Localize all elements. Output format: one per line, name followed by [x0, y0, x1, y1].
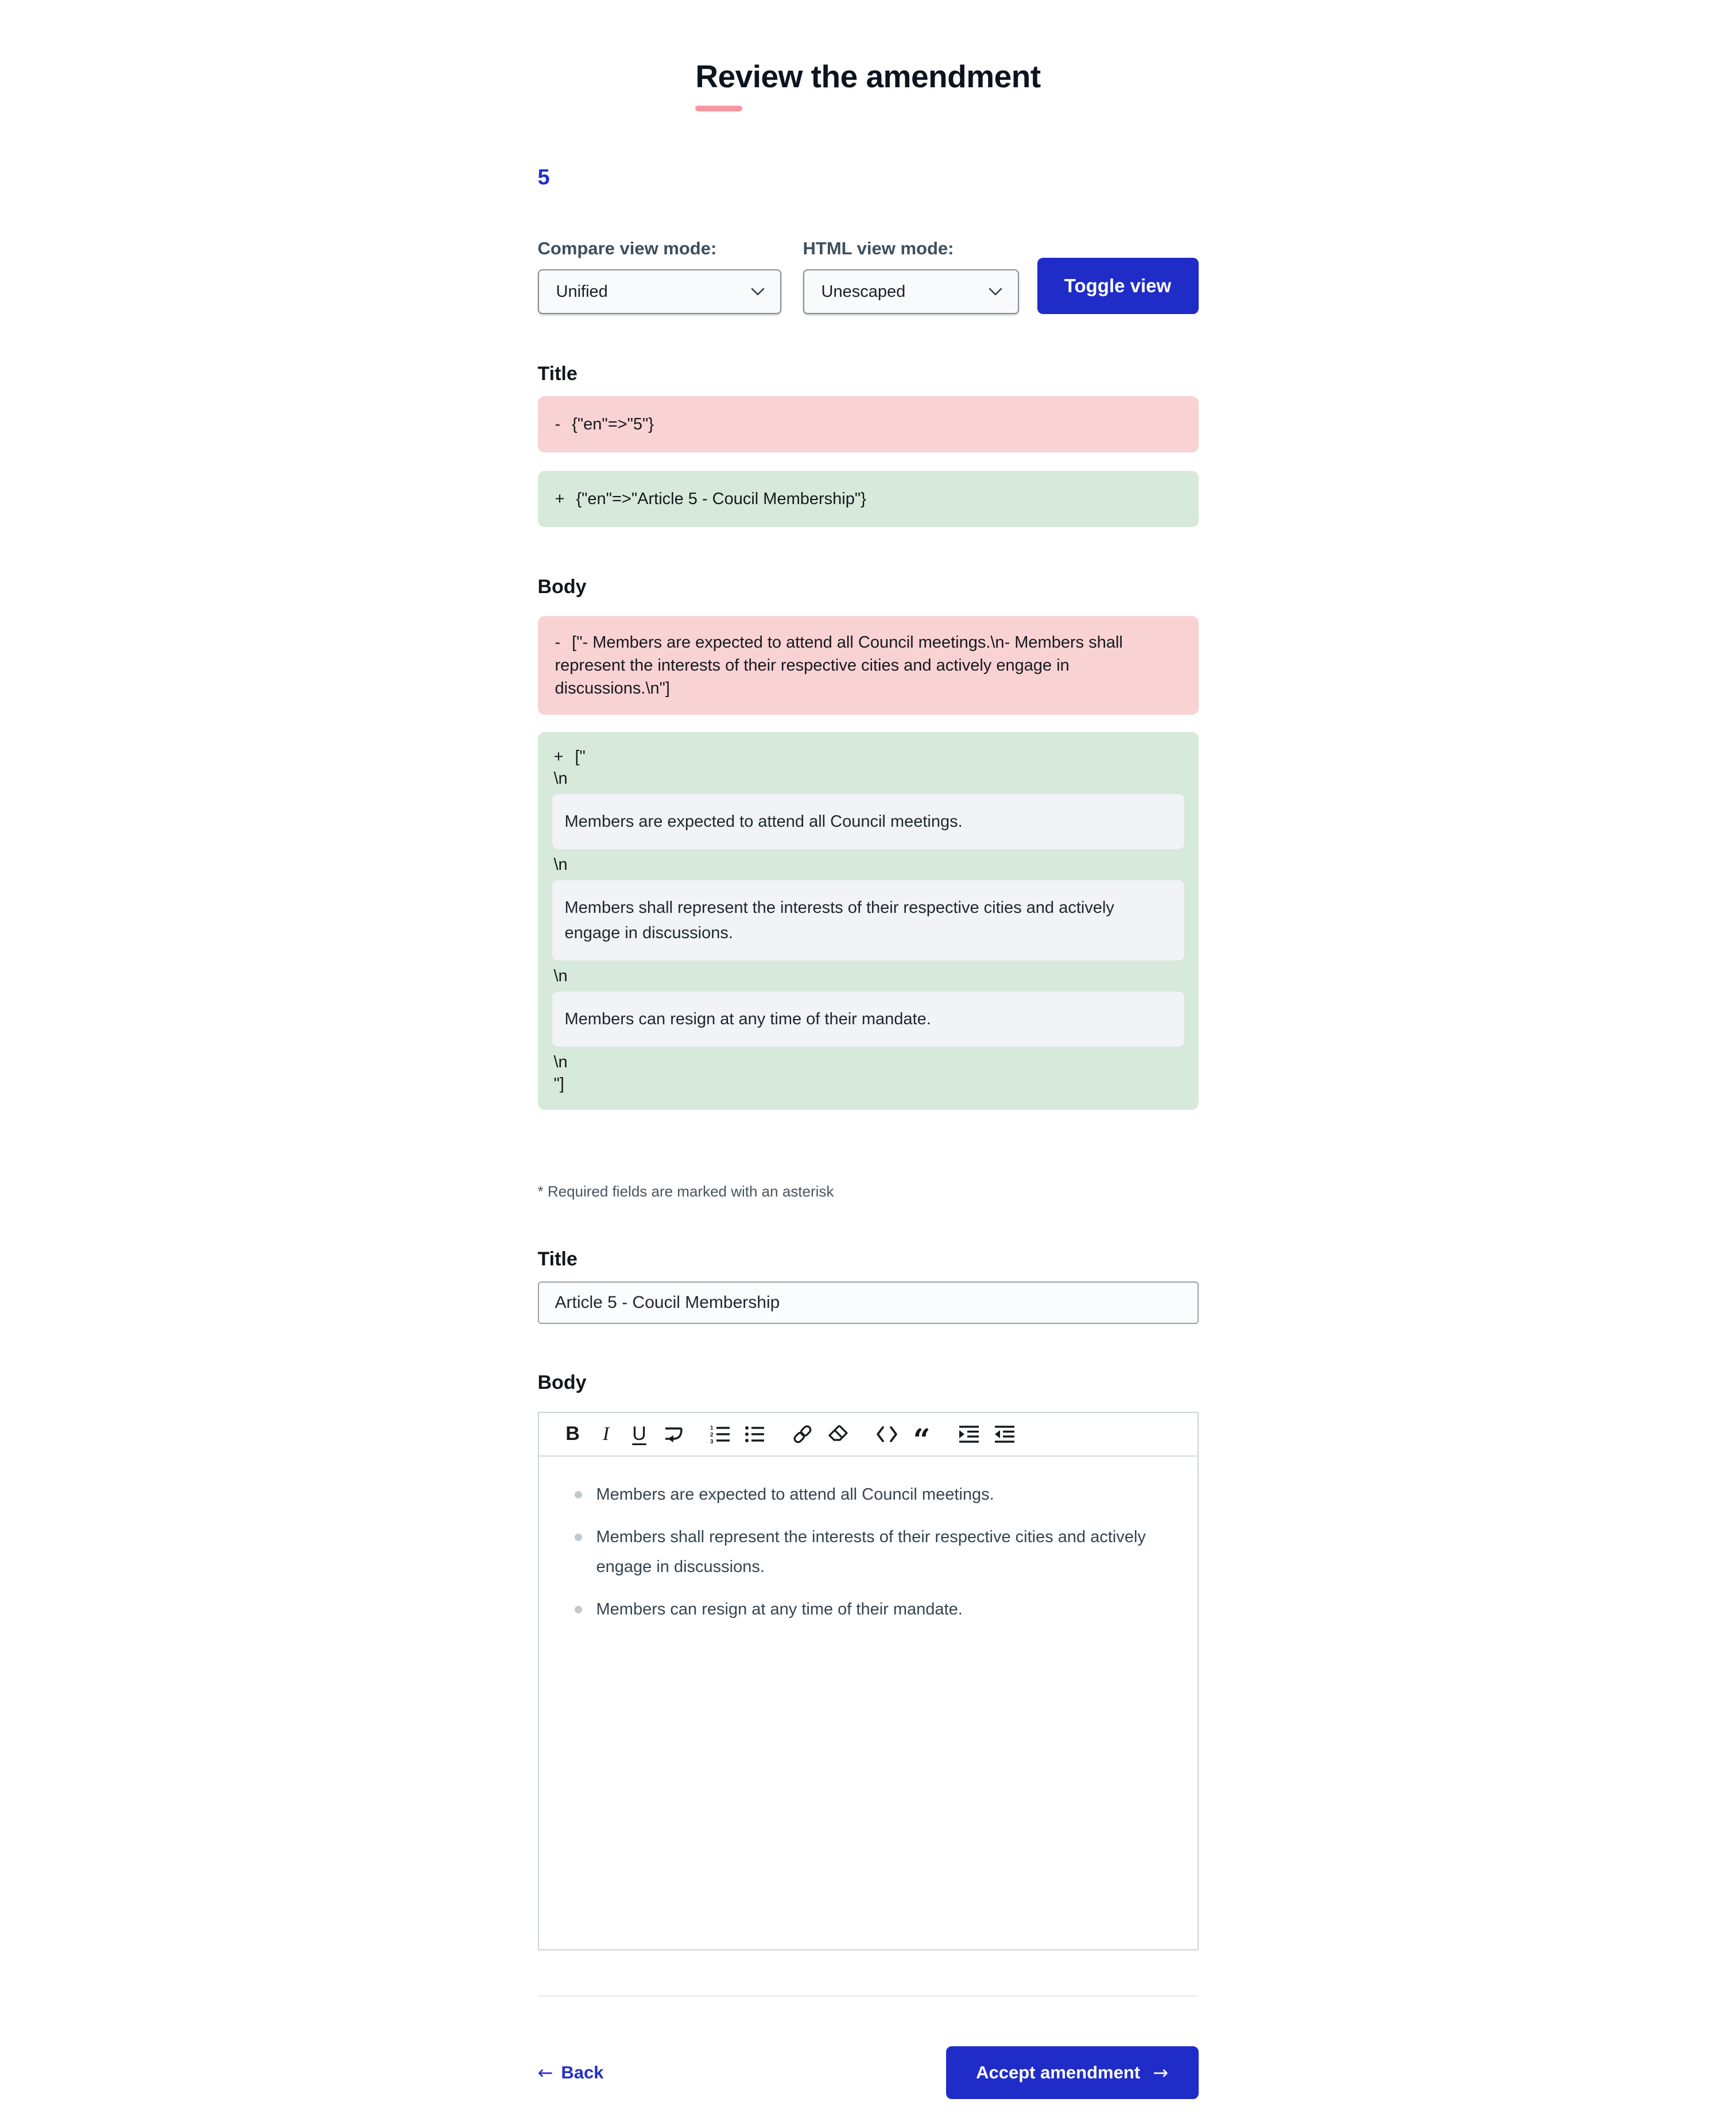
accept-amendment-button[interactable] [946, 2046, 1199, 2099]
footer-actions [538, 2046, 1199, 2099]
diff-title-added-line [538, 471, 1199, 527]
arrow-left-icon: ← [537, 2061, 553, 2084]
diff-body-added-paragraph: Members are expected to attend all Council meetings. [552, 794, 1184, 849]
bold-icon[interactable]: B [563, 1421, 583, 1447]
compare-view-mode-label: Compare view mode: [537, 238, 717, 258]
diff-body-added-open: [" [575, 747, 586, 766]
compare-view-mode-value: Unified [556, 282, 608, 301]
quote-icon[interactable]: “ [912, 1421, 932, 1447]
required-fields-note: * Required fields are marked with an asterisk [537, 1182, 834, 1200]
page-title: Review the amendment [695, 59, 1041, 94]
diff-added-sign: + [553, 747, 564, 766]
svg-text:3: 3 [710, 1438, 714, 1444]
newline-token: \n [553, 966, 568, 985]
diff-body-section-label: Body [537, 575, 587, 598]
page-header [538, 57, 1199, 111]
accept-amendment-label: Accept amendment [976, 2062, 1141, 2082]
ordered-list-icon[interactable] [710, 1421, 731, 1447]
view-controls [538, 238, 1199, 314]
chevron-down-icon [750, 287, 765, 296]
diff-title-removed-text: {"en"=>"5"} [572, 415, 654, 433]
back-link[interactable] [538, 2062, 604, 2084]
body-bullet-item: Members shall represent the interests of their respective cities and actively engage in discussions. [575, 1522, 1180, 1582]
newline-token: \n [553, 855, 568, 874]
diff-title-added-text: {"en"=>"Article 5 - Coucil Membership"} [576, 489, 866, 508]
title-field-label: Title [537, 1248, 578, 1271]
body-bullet-item: Members are expected to attend all Council meetings. [575, 1480, 1180, 1509]
chevron-down-icon [988, 287, 1003, 296]
diff-body-added-paragraph: Members can resign at any time of their mandate. [552, 992, 1184, 1047]
amendment-number: 5 [537, 165, 550, 189]
footer-divider [538, 1995, 1199, 1997]
underline-icon[interactable]: U [630, 1421, 649, 1447]
diff-body-removed-block [538, 616, 1199, 715]
editor-toolbar [539, 1413, 1198, 1457]
diff-body-added-block [538, 732, 1199, 1110]
title-input[interactable] [538, 1281, 1199, 1324]
review-amendment-page [538, 0, 1199, 2099]
compare-view-mode-select[interactable] [538, 269, 781, 314]
code-icon[interactable] [875, 1421, 898, 1447]
diff-body-removed-text: ["- Members are expected to attend all Council meetings.\n- Members shall represent the interests of their respective cities and actively engage in discussions.\n"] [555, 633, 1123, 698]
toggle-view-button[interactable]: Toggle view [1037, 258, 1199, 314]
bullet-list-icon[interactable] [745, 1421, 765, 1447]
diff-title-section-label: Title [537, 363, 578, 385]
diff-body-added-paragraph-list [538, 794, 1199, 1073]
arrow-right-icon: → [1153, 2061, 1168, 2084]
body-field-label: Body [537, 1372, 587, 1394]
diff-title-removed-line [538, 396, 1199, 452]
diff-body-added-paragraph: Members shall represent the interests of their respective cities and actively engage in discussions. [552, 880, 1184, 961]
diff-body-added-open-line [538, 746, 1199, 768]
italic-icon[interactable]: I [596, 1421, 616, 1447]
line-break-icon[interactable] [663, 1421, 684, 1447]
diff-removed-sign: - [555, 415, 561, 433]
html-view-mode-label: HTML view mode: [803, 238, 954, 258]
html-view-mode-value: Unescaped [821, 282, 906, 301]
diff-added-sign: + [555, 489, 565, 508]
title-underline-accent [695, 106, 742, 111]
indent-icon[interactable] [958, 1421, 980, 1447]
remove-format-icon[interactable] [827, 1421, 849, 1447]
body-bullet-list [556, 1480, 1180, 1624]
link-icon[interactable] [792, 1421, 813, 1447]
rich-text-editor [538, 1412, 1199, 1950]
body-bullet-item: Members can resign at any time of their mandate. [575, 1594, 1180, 1624]
svg-text:1: 1 [710, 1424, 714, 1431]
back-label: Back [561, 2062, 604, 2082]
diff-removed-sign: - [555, 633, 561, 652]
svg-text:2: 2 [710, 1431, 714, 1438]
newline-token: \n [553, 1052, 568, 1071]
html-view-mode-select[interactable] [803, 269, 1019, 314]
newline-token: \n [553, 769, 568, 788]
diff-body-added-close-line: "] [553, 1074, 564, 1093]
outdent-icon[interactable] [994, 1421, 1016, 1447]
body-editor-content[interactable] [539, 1457, 1198, 1949]
